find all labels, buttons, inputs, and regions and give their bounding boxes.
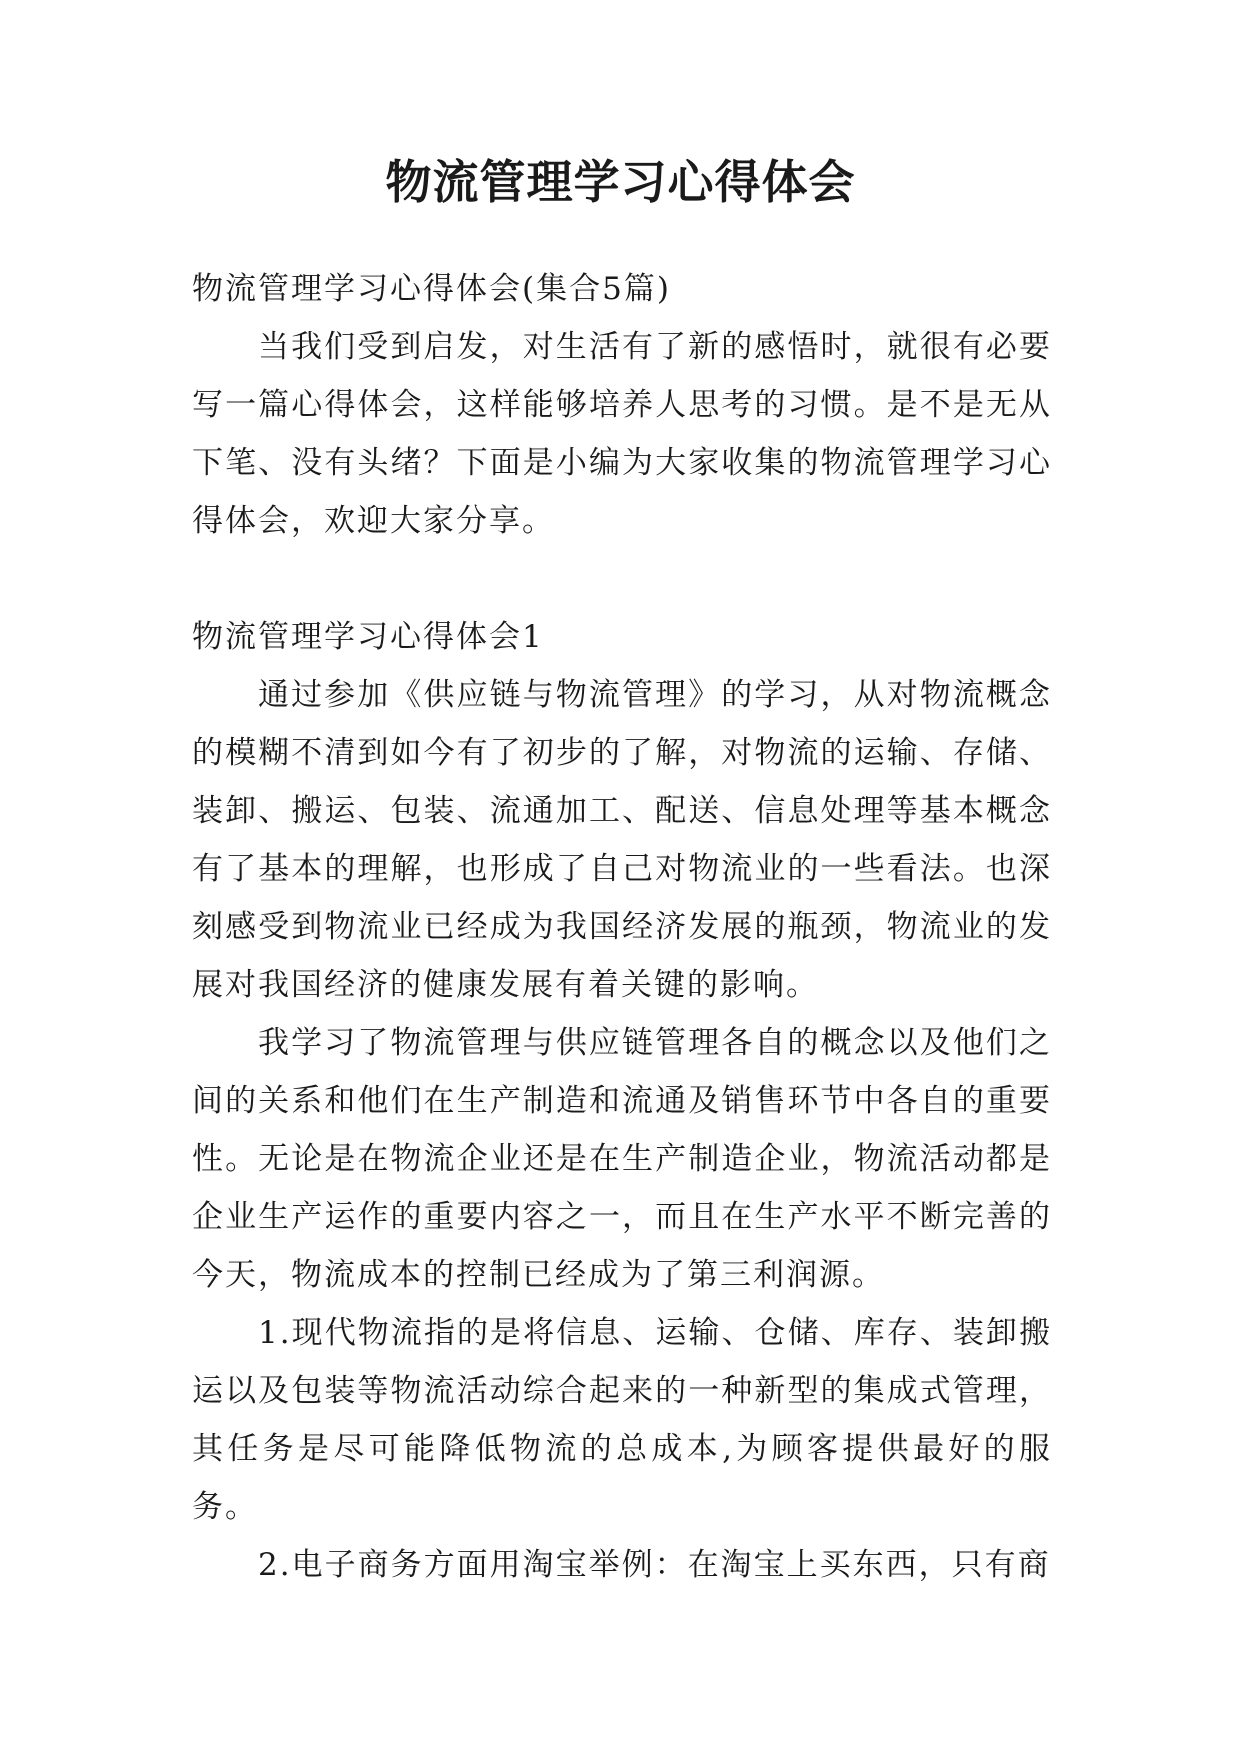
paragraph-spacer	[192, 550, 1052, 608]
document-title: 物流管理学习心得体会	[385, 155, 856, 209]
document-subtitle: 物流管理学习心得体会(集合5篇)	[192, 271, 671, 307]
numbered-paragraph: 2.电子商务方面用淘宝举例：在淘宝上买东西，只有商	[258, 1547, 1051, 1583]
intro-paragraph: 当我们受到启发，对生活有了新的感悟时，就很有必要写一篇心得体会，这样能够培养人思考的习惯。是不是无从下笔、没有头绪？下面是小编为大家收集的物流管理学习心得体会，欢迎大家分享。	[192, 329, 1052, 539]
section-heading: 物流管理学习心得体会1	[192, 619, 544, 655]
document-body	[192, 260, 1052, 1594]
body-paragraph: 通过参加《供应链与物流管理》的学习，从对物流概念的模糊不清到如今有了初步的了解，对物流的运输、存储、装卸、搬运、包装、流通加工、配送、信息处理等基本概念有了基本的理解，也形成了自己对物流业的一些看法。也深刻感受到物流业已经成为我国经济发展的瓶颈，物流业的发展对我国经济的健康发展有着关键的影响。	[192, 677, 1052, 1003]
body-paragraph: 我学习了物流管理与供应链管理各自的概念以及他们之间的关系和他们在生产制造和流通及销售环节中各自的重要性。无论是在物流企业还是在生产制造企业，物流活动都是企业生产运作的重要内容之一，而且在生产水平不断完善的今天，物流成本的控制已经成为了第三利润源。	[192, 1025, 1052, 1293]
numbered-paragraph: 1.现代物流指的是将信息、运输、仓储、库存、装卸搬运以及包装等物流活动综合起来的一种新型的集成式管理，其任务是尽可能降低物流的总成本,为顾客提供最好的服务。	[192, 1315, 1052, 1525]
